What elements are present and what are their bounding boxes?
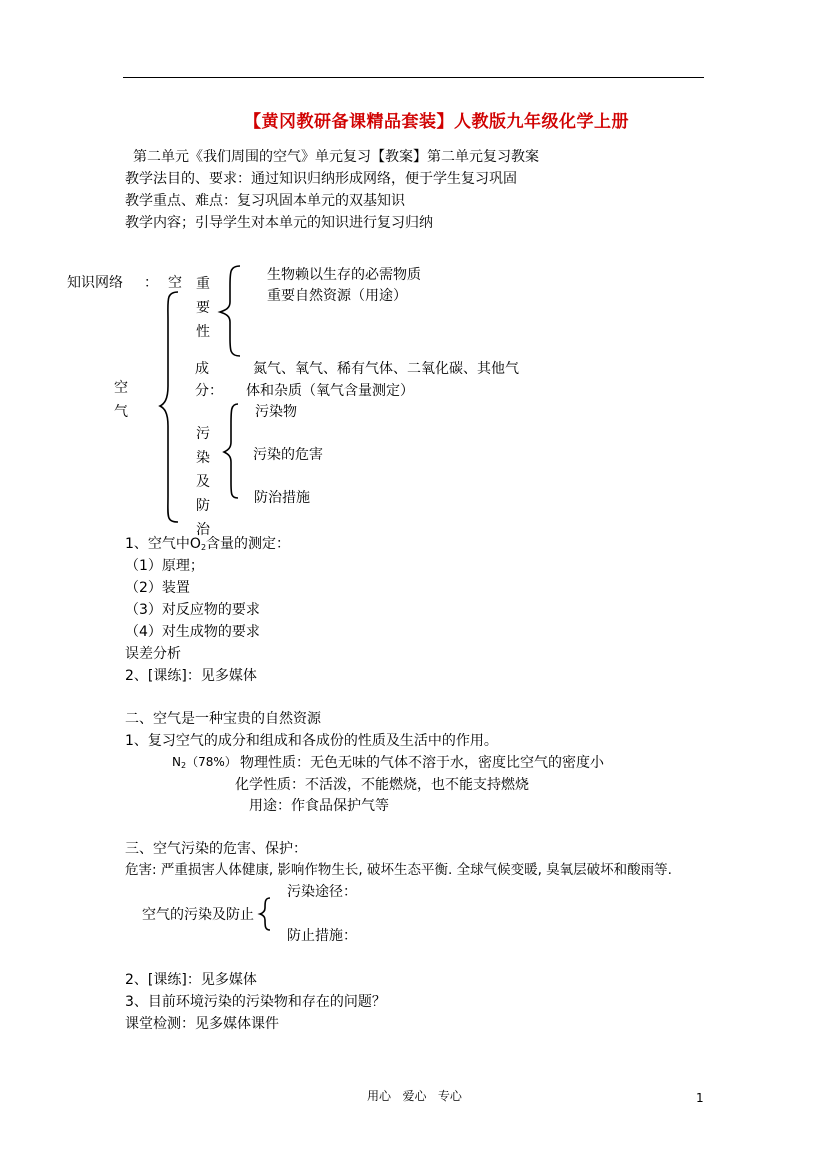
n2-label: N2（78%） <box>172 755 237 770</box>
classroom-check: 课堂检测：见多媒体课件 <box>125 1016 279 1032</box>
section3-heading: 三、空气污染的危害、保护： <box>125 841 307 857</box>
section3-question: 3、目前环境污染的污染物和存在的问题？ <box>125 994 386 1010</box>
prevention-measures: 防止措施： <box>287 928 357 944</box>
composition-label-1: 成 <box>195 361 209 377</box>
importance-item-2: 重要自然资源（用途） <box>267 288 407 304</box>
pollution-item-2: 污染的危害 <box>253 447 323 463</box>
pollution-brace <box>222 402 240 500</box>
section1-practice: 2、[课练]：见多媒体 <box>125 668 257 684</box>
importance-item-1: 生物赖以生存的必需物质 <box>267 267 421 283</box>
section1-heading: 1、空气中O2含量的测定： <box>125 536 291 552</box>
section2-heading: 二、空气是一种宝贵的自然资源 <box>125 711 321 727</box>
pollution-label: 污染及防治 <box>196 426 210 538</box>
pollution-route: 污染途径： <box>287 884 357 900</box>
section1-item-1: （1）原理； <box>125 558 204 574</box>
network-colon: ： <box>144 275 158 291</box>
header-rule <box>123 77 704 78</box>
intro-line-3: 教学重点、难点：复习巩固本单元的双基知识 <box>125 193 405 209</box>
section1-item-4: （4）对生成物的要求 <box>125 624 260 640</box>
n2-use: 用途：作食品保护气等 <box>249 798 389 814</box>
intro-line-1: 第二单元《我们周围的空气》单元复习【教案】第二单元复习教案 <box>133 149 539 165</box>
main-brace <box>158 290 180 526</box>
composition-text-1: 氮气、氧气、稀有气体、二氧化碳、其他气 <box>253 361 519 377</box>
network-kong: 空 <box>168 275 182 291</box>
n2-chemical: 化学性质：不活泼，不能燃烧，也不能支持燃烧 <box>235 777 529 793</box>
document-title: 【黄冈教研备课精品套装】人教版九年级化学上册 <box>244 112 629 132</box>
intro-line-2: 教学法目的、要求：通过知识归纳形成网络，便于学生复习巩固 <box>125 171 517 187</box>
prevention-brace <box>258 896 272 932</box>
importance-brace <box>216 264 242 358</box>
section1-item-5: 误差分析 <box>125 646 181 662</box>
network-label: 知识网络 <box>67 275 123 291</box>
section3-harm: 危害: 严重损害人体健康, 影响作物生长, 破坏生态平衡. 全球气候变暖, 臭氧层破坏和酸雨等. <box>125 862 672 878</box>
network-root: 空气 <box>114 380 128 420</box>
intro-line-4: 教学内容；引导学生对本单元的知识进行复习归纳 <box>125 215 433 231</box>
page-number: 1 <box>696 1091 704 1105</box>
pollution-prevention-label: 空气的污染及防止 <box>142 907 254 923</box>
importance-label: 重要性 <box>196 276 210 340</box>
pollution-item-1: 污染物 <box>255 404 297 420</box>
section1-item-2: （2）装置 <box>125 580 190 596</box>
section1-item-3: （3）对反应物的要求 <box>125 602 260 618</box>
composition-text-2: 体和杂质（氧气含量测定） <box>246 383 414 399</box>
pollution-item-3: 防治措施 <box>254 490 310 506</box>
footer-motto: 用心 爱心 专心 <box>367 1089 462 1103</box>
section2-line-1: 1、复习空气的成分和组成和各成份的性质及生活中的作用。 <box>125 733 498 749</box>
section3-practice: 2、[课练]：见多媒体 <box>125 972 257 988</box>
composition-label-2: 分： <box>195 383 223 399</box>
n2-physical: 物理性质：无色无味的气体不溶于水，密度比空气的密度小 <box>240 755 604 771</box>
